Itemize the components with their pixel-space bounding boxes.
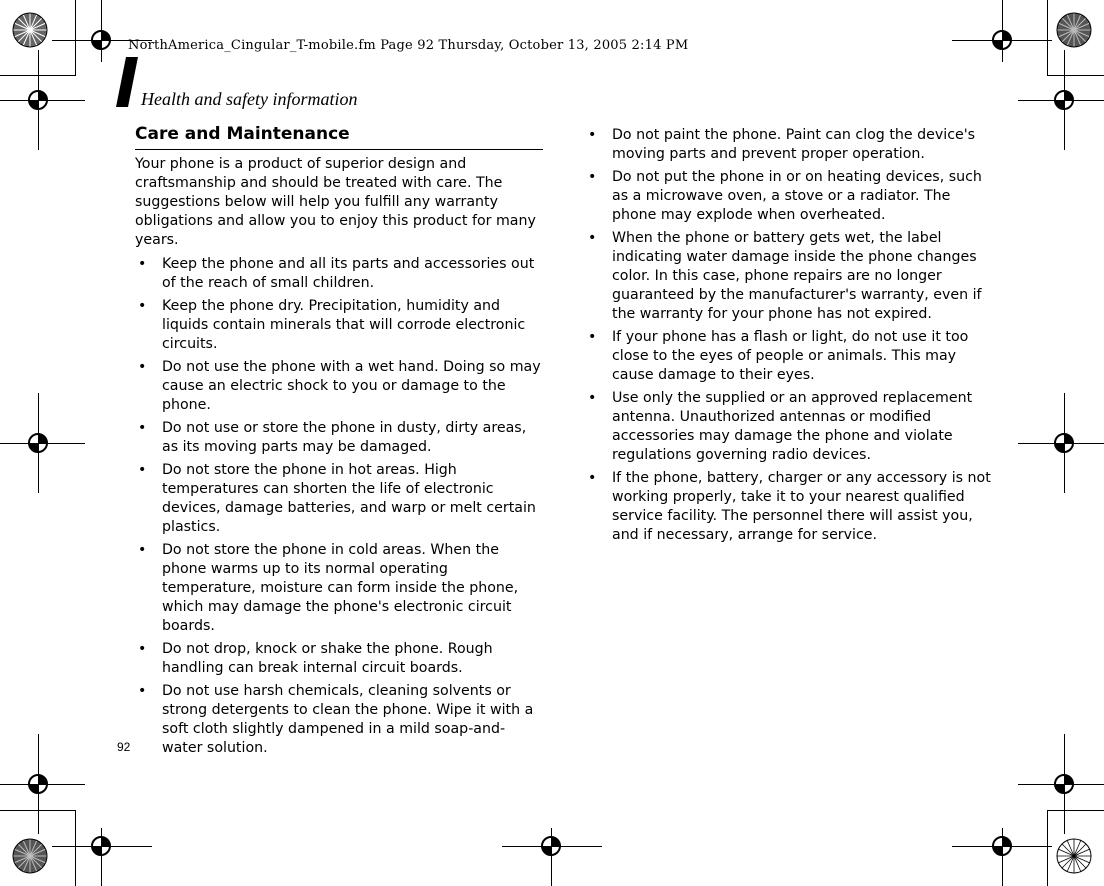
crop-line-top-right-v (1047, 0, 1048, 76)
crop-line-bottom-right-v (1047, 810, 1048, 886)
list-item: • Use only the supplied or an approved replacement antenna. Unauthorized antennas or modified accessories may damage the phone and violate regulations governing radio devices. (585, 389, 995, 465)
crop-line-top-left-v (75, 0, 76, 76)
section-title: Care and Maintenance (135, 124, 350, 144)
registration-target-icon (987, 831, 1017, 861)
left-bullet-list (135, 255, 545, 758)
crop-line-bottom-left-v (75, 810, 76, 886)
page-number: 92 (117, 740, 131, 754)
list-item: • Keep the phone and all its parts and accessories out of the reach of small children. (135, 255, 545, 293)
right-column (585, 126, 995, 549)
list-item: • If the phone, battery, charger or any accessory is not working properly, take it to your nearest qualified service facility. The personnel there will assist you, and if necessary, arrange for service. (585, 469, 995, 545)
list-item: • Keep the phone dry. Precipitation, humidity and liquids contain minerals that will corrode electronic circuits. (135, 297, 545, 354)
registration-target-icon (536, 831, 566, 861)
registration-target-icon (1049, 769, 1079, 799)
left-column (135, 155, 545, 762)
file-slug: NorthAmerica_Cingular_T-mobile.fm Page 92 Thursday, October 13, 2005 2:14 PM (128, 38, 689, 53)
registration-target-icon (987, 25, 1017, 55)
running-head-bar (116, 57, 144, 107)
registration-target-icon (86, 25, 116, 55)
running-head: Health and safety information (141, 89, 358, 109)
list-item: • If your phone has a flash or light, do not use it too close to the eyes of people or animals. This may cause damage to their eyes. (585, 328, 995, 385)
star-target-icon (1056, 838, 1092, 874)
registration-target-icon (86, 831, 116, 861)
title-rule (135, 149, 543, 150)
star-target-icon (1056, 12, 1092, 48)
registration-target-icon (23, 428, 53, 458)
list-item: • Do not paint the phone. Paint can clog the device's moving parts and prevent proper operation. (585, 126, 995, 164)
star-target-icon (12, 838, 48, 874)
list-item: • Do not use the phone with a wet hand. Doing so may cause an electric shock to you or damage to the phone. (135, 358, 545, 415)
registration-target-icon (23, 769, 53, 799)
list-item: • Do not store the phone in cold areas. When the phone warms up to its normal operating temperature, moisture can form inside the phone, which may damage the phone's electronic circuit boards. (135, 541, 545, 636)
registration-target-icon (1049, 85, 1079, 115)
crop-line-top-right-h (1047, 75, 1104, 76)
list-item: • Do not drop, knock or shake the phone. Rough handling can break internal circuit boards. (135, 640, 545, 678)
registration-target-icon (1049, 428, 1079, 458)
registration-target-icon (23, 85, 53, 115)
list-item: • Do not use or store the phone in dusty, dirty areas, as its moving parts may be damaged. (135, 419, 545, 457)
crop-line-bottom-right-h (1047, 810, 1104, 811)
right-bullet-list (585, 126, 995, 545)
list-item: • When the phone or battery gets wet, the label indicating water damage inside the phone changes color. In this case, phone repairs are no longer guaranteed by the manufacturer's warranty, even if the warranty for your phone has not expired. (585, 229, 995, 324)
list-item: • Do not use harsh chemicals, cleaning solvents or strong detergents to clean the phone. Wipe it with a soft cloth slightly dampened in a mild soap-and-water solution. (135, 682, 545, 758)
list-item: • Do not store the phone in hot areas. High temperatures can shorten the life of electronic devices, damage batteries, and warp or melt certain plastics. (135, 461, 545, 537)
star-target-icon (12, 12, 48, 48)
intro-paragraph: Your phone is a product of superior design and craftsmanship and should be treated with care. The suggestions below will help you fulfill any warranty obligations and allow you to enjoy this product for many years. (135, 156, 536, 248)
list-item: • Do not put the phone in or on heating devices, such as a microwave oven, a stove or a radiator. The phone may explode when overheated. (585, 168, 995, 225)
